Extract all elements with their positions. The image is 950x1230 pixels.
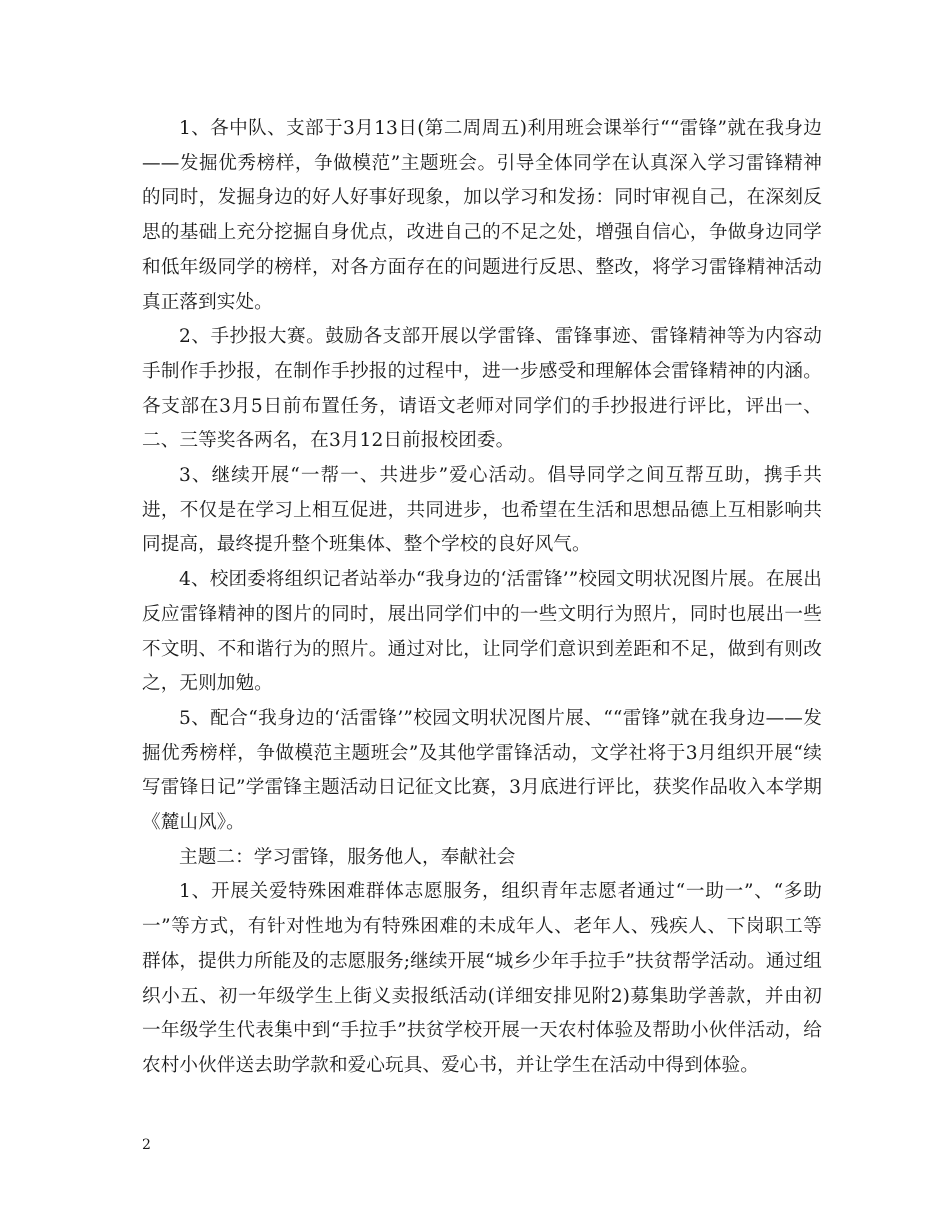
document-body bbox=[142, 112, 822, 1084]
section-heading-theme-two: 主题二：学习雷锋，服务他人，奉献社会 bbox=[179, 846, 516, 868]
paragraph-class-meeting: 1、各中队、支部于3月13日(第二周周五)利用班会课举行““雷锋”就在我身边——发掘优秀榜样，争做模范”主题班会。引导全体同学在认真深入学习雷锋精神的同时，发掘身边的好人好事好现象，加以学习和发扬：同时审视自己，在深刻反思的基础上充分挖掘自身优点，改进自己的不足之处，增强自信心，争做身边同学和低年级同学的榜样，对各方面存在的问题进行反思、整改，将学习雷锋精神活动真正落到实处。 bbox=[142, 118, 822, 313]
paragraph-handwritten-newspaper: 2、手抄报大赛。鼓励各支部开展以学雷锋、雷锋事迹、雷锋精神等为内容动手制作手抄报，在制作手抄报的过程中，进一步感受和理解体会雷锋精神的内涵。各支部在3月5日前布置任务，请语文老师对同学们的手抄报进行评比，评出一、二、三等奖各两名，在3月12日前报校团委。 bbox=[142, 326, 822, 452]
page-number: 2 bbox=[142, 1137, 151, 1153]
paragraph-mutual-help: 3、继续开展“一帮一、共进步”爱心活动。倡导同学之间互帮互助，携手共进，不仅是在学习上相互促进，共同进步，也希望在生活和思想品德上互相影响共同提高，最终提升整个班集体、整个学校的良好风气。 bbox=[142, 465, 822, 556]
paragraph-photo-exhibition: 4、校团委将组织记者站举办“我身边的‘活雷锋’”校园文明状况图片展。在展出反应雷锋精神的图片的同时，展出同学们中的一些文明行为照片，同时也展出一些不文明、不和谐行为的照片。通过对比，让同学们意识到差距和不足，做到有则改之，无则加勉。 bbox=[142, 569, 822, 695]
paragraph-volunteer-service: 1、开展关爱特殊困难群体志愿服务，组织青年志愿者通过“一助一”、“多助一”等方式，有针对性地为有特殊困难的未成年人、老年人、残疾人、下岗职工等群体，提供力所能及的志愿服务;继续开展“城乡少年手拉手”扶贫帮学活动。通过组织小五、初一年级学生上街义卖报纸活动(详细安排见附2)募集助学善款，并由初一年级学生代表集中到“手拉手”扶贫学校开展一天农村体验及帮助小伙伴活动，给农村小伙伴送去助学款和爱心玩具、爱心书，并让学生在活动中得到体验。 bbox=[142, 881, 822, 1076]
paragraph-diary-contest: 5、配合“我身边的‘活雷锋’”校园文明状况图片展、““雷锋”就在我身边——发掘优秀榜样，争做模范主题班会”及其他学雷锋活动，文学社将于3月组织开展“续写雷锋日记”学雷锋主题活动日记征文比赛，3月底进行评比，获奖作品收入本学期《麓山风》。 bbox=[142, 707, 822, 834]
